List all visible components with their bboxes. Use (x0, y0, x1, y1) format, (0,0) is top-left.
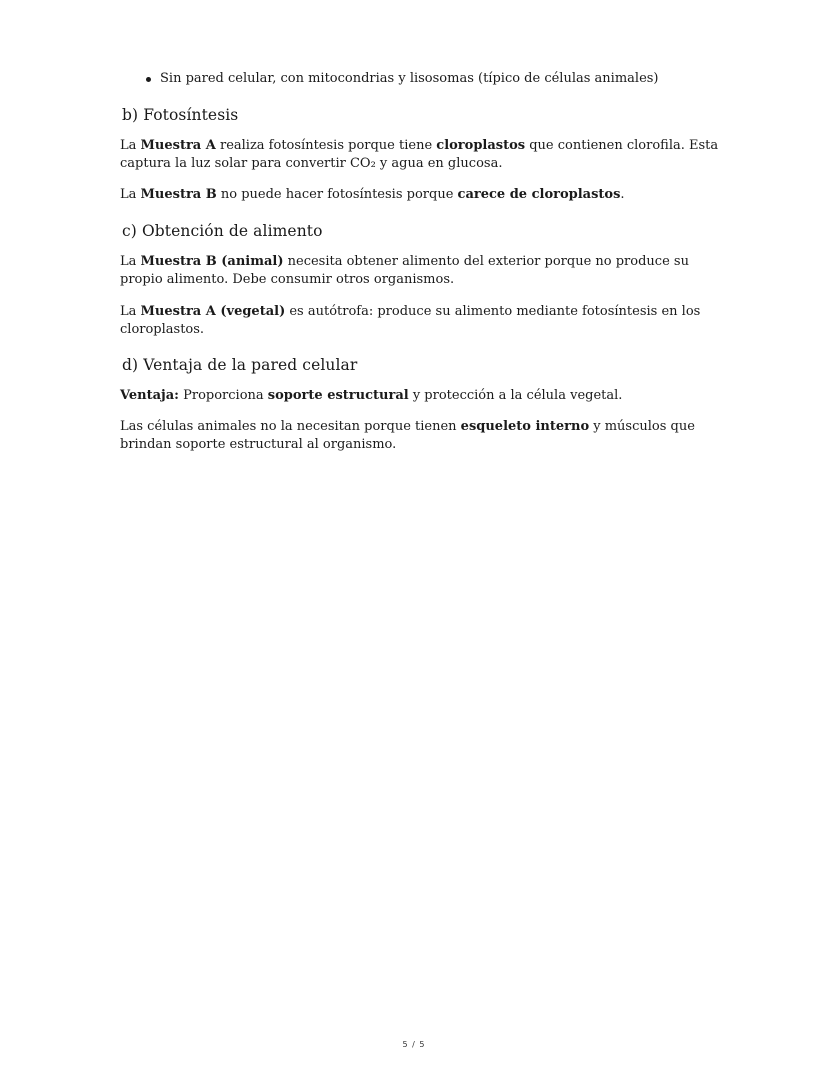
paragraph-animal-cells-support: Las células animales no la necesitan porque tienen esqueleto interno y músculos que brindan soporte estructural al organismo. (120, 419, 695, 452)
paragraph-sample-a-photosynthesis: La Muestra A realiza fotosíntesis porque tiene cloroplastos que contienen clorofila. Esta captura la luz solar para convertir CO₂ y agua en glucosa. (120, 138, 719, 171)
section-heading-food: c) Obtención de alimento (122, 222, 323, 240)
list-item-text: Sin pared celular, con mitocondrias y lisosomas (típico de células animales) (160, 71, 659, 86)
paragraph-sample-a-food: La Muestra A (vegetal) es autótrofa: produce su alimento mediante fotosíntesis en los cloroplastos. (120, 304, 701, 337)
page-number: 5 / 5 (402, 1040, 426, 1049)
paragraph-sample-b-photosynthesis: La Muestra B no puede hacer fotosíntesis porque carece de cloroplastos. (120, 187, 625, 202)
bullet-list (120, 69, 659, 89)
paragraph-sample-b-food: La Muestra B (animal) necesita obtener alimento del exterior porque no produce su propio alimento. Debe consumir otros organismos. (120, 254, 689, 287)
list-item (120, 69, 659, 89)
paragraph-cell-wall-advantage: Ventaja: Proporciona soporte estructural y protección a la célula vegetal. (120, 388, 623, 403)
section-heading-cell-wall: d) Ventaja de la pared celular (122, 356, 358, 374)
section-heading-photosynthesis: b) Fotosíntesis (122, 106, 239, 124)
bullet-dot-icon (146, 77, 151, 82)
